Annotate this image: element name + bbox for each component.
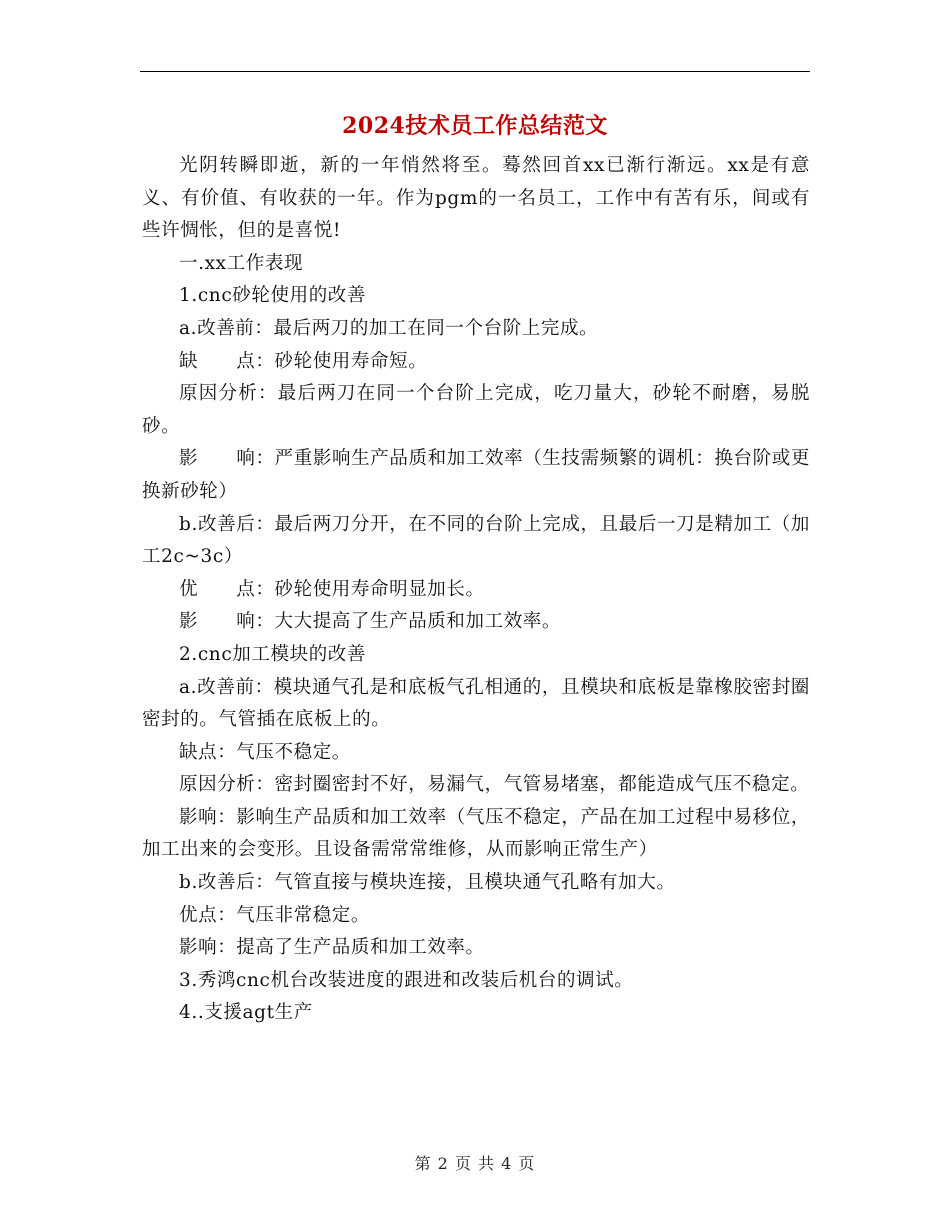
paragraph: 优 点：砂轮使用寿命明显加长。 xyxy=(179,578,485,600)
subsection-heading: 4..支援agt生产 xyxy=(179,1002,313,1024)
subsection-heading: 1.cnc砂轮使用的改善 xyxy=(179,285,366,307)
paragraph: 影响：提高了生产品质和加工效率。 xyxy=(179,937,485,959)
document-title: 2024技术员工作总结范文 xyxy=(342,113,608,139)
paragraph: 原因分析：最后两刀在同一个台阶上完成，吃刀量大，砂轮不耐磨，易脱砂。 xyxy=(142,383,810,437)
header-rule xyxy=(140,71,810,72)
subsection-heading: 3.秀鸿cnc机台改装进度的跟进和改装后机台的调试。 xyxy=(179,969,634,991)
paragraph: a.改善前：最后两刀的加工在同一个台阶上完成。 xyxy=(179,317,599,339)
paragraph: 影 响：严重影响生产品质和加工效率（生技需频繁的调机：换台阶或更换新砂轮） xyxy=(142,448,810,502)
paragraph: 原因分析：密封圈密封不好，易漏气，气管易堵塞，都能造成气压不稳定。 xyxy=(179,774,810,796)
section-heading: 一.xx工作表现 xyxy=(179,252,304,274)
paragraph: 缺 点：砂轮使用寿命短。 xyxy=(179,350,428,372)
paragraph: b.改善后：气管直接与模块连接，且模块通气孔略有加大。 xyxy=(179,872,676,894)
page-number: 第 2 页 共 4 页 xyxy=(414,1154,536,1173)
paragraph: 光阴转瞬即逝，新的一年悄然将至。蓦然回首xx已渐行渐远。xx是有意义、有价值、有收获的一年。作为pgm的一名员工，工作中有苦有乐，间或有些许惆怅，但的是喜悦! xyxy=(142,155,810,242)
paragraph: b.改善后：最后两刀分开，在不同的台阶上完成，且最后一刀是精加工（加工2c~3c） xyxy=(142,513,810,568)
paragraph: 缺点：气压不稳定。 xyxy=(179,741,351,763)
paragraph: 影 响：大大提高了生产品质和加工效率。 xyxy=(179,611,562,633)
paragraph: 影响：影响生产品质和加工效率（气压不稳定，产品在加工过程中易移位，加工出来的会变形。且设备需常常维修，从而影响正常生产） xyxy=(142,806,810,861)
document-body xyxy=(142,150,810,1030)
subsection-heading: 2.cnc加工模块的改善 xyxy=(179,643,366,665)
paragraph: a.改善前：模块通气孔是和底板气孔相通的，且模块和底板是靠橡胶密封圈密封的。气管插在底板上的。 xyxy=(142,676,810,731)
paragraph: 优点：气压非常稳定。 xyxy=(179,904,371,926)
